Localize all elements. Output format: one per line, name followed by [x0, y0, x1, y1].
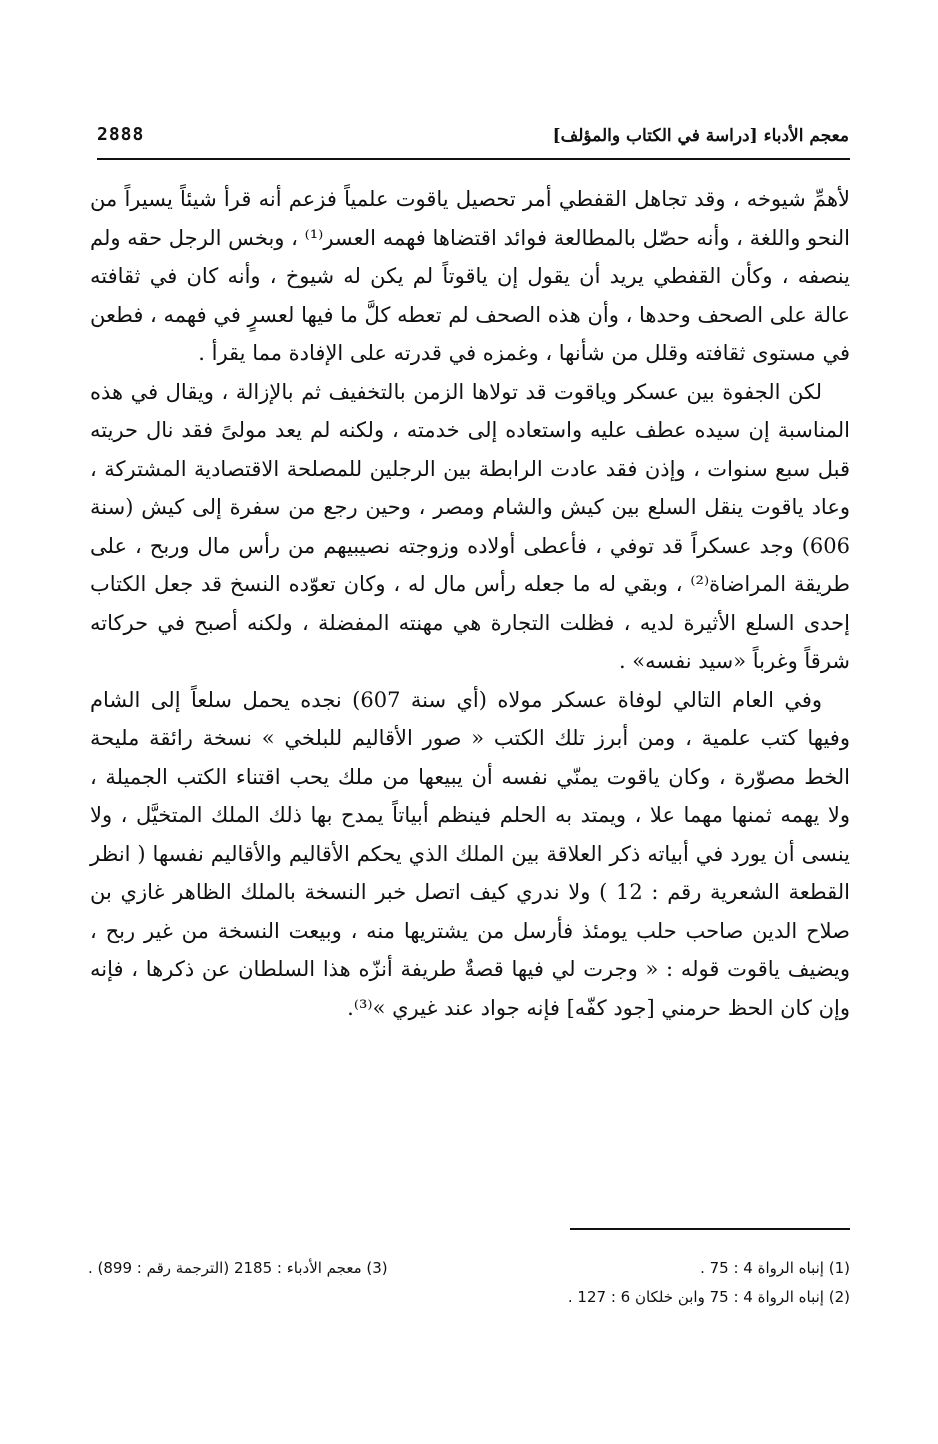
footnote-divider [570, 1228, 850, 1230]
page-header [97, 122, 849, 156]
header-divider [97, 158, 850, 160]
footnote: (2) إنباه الرواة 4 : 75 وابن خلكان 6 : 127 . [567, 1288, 850, 1306]
main-text [90, 180, 850, 1027]
footnote-row [88, 1255, 850, 1284]
footnote-row [88, 1284, 850, 1313]
page-number: 2888 [97, 124, 145, 145]
footnotes [88, 1255, 850, 1313]
footnote: (1) إنباه الرواة 4 : 75 . [700, 1259, 850, 1277]
paragraph: لأهمِّ شيوخه ، وقد تجاهل القفطي أمر تحصيل ياقوت علمياً فزعم أنه قرأ شيئاً يسيراً من النحو واللغة ، وأنه حصّل بالمطالعة فوائد اقتضاها فهمه العسر⁽¹⁾ ، وبخس الرجل حقه ولم ينصفه ، وكأن القفطي يريد أن يقول إن ياقوتاً لم يكن له شيوخ ، وأنه كان في ثقافته عالة على الصحف وحدها ، وأن هذه الصحف لم تعطه كلَّ ما فيها لعسرٍ في فهمه ، فطعن في مستوى ثقافته وقلل من شأنها ، وغمزه في قدرته على الإفادة مما يقرأ . [90, 187, 850, 365]
footnote: (3) معجم الأدباء : 2185 (الترجمة رقم : 899) . [88, 1259, 388, 1277]
paragraph: لكن الجفوة بين عسكر وياقوت قد تولاها الزمن بالتخفيف ثم بالإزالة ، ويقال في هذه المناسبة إن سيده عطف عليه واستعاده إلى خدمته ، ولكنه لم يعد مولىً فقد نال حريته قبل سبع سنوات ، وإذن فقد عادت الرابطة بين الرجلين للمصلحة الاقتصادية المشتركة ، وعاد ياقوت ينقل السلع بين كيش والشام ومصر ، وحين رجع من سفرة إلى كيش (سنة 606) وجد عسكراً قد توفي ، فأعطى أولاده وزوجته نصيبيهم من رأس مال وربح ، على طريقة المراضاة⁽²⁾ ، وبقي له ما جعله رأس مال له ، وكان تعوّده النسخ قد جعل الكتاب إحدى السلع الأثيرة لديه ، فظلت التجارة هي مهنته المفضلة ، ولكنه أصبح في حركاته شرقاً وغرباً «سيد نفسه» . [90, 379, 850, 673]
paragraph: وفي العام التالي لوفاة عسكر مولاه (أي سنة 607) نجده يحمل سلعاً إلى الشام وفيها كتب علمية ، ومن أبرز تلك الكتب « صور الأقاليم للبلخي » نسخة رائقة مليحة الخط مصوّرة ، وكان ياقوت يمنّي نفسه أن يبيعها من ملك يحب اقتناء الكتب الجميلة ، ولا يهمه ثمنها مهما علا ، ويمتد به الحلم فينظم أبياتاً يمدح بها ذلك الملك المتخيَّل ، ولا ينسى أن يورد في أبياته ذكر العلاقة بين الملك الذي يحكم الأقاليم والأقاليم نفسها ( انظر القطعة الشعرية رقم : 12 ) ولا ندري كيف اتصل خبر النسخة بالملك الظاهر غازي بن صلاح الدين صاحب حلب يومئذ فأرسل من يشتريها منه ، وبيعت النسخة من غير ربح ، ويضيف ياقوت قوله : « وجرت لي فيها قصةٌ طريفة أنزّه هذا السلطان عن ذكرها ، فإنه وإن كان الحظ حرمني [جود كفّه] فإنه جواد عند غيري »⁽³⁾. [90, 687, 850, 1020]
running-title: معجم الأدباء [دراسة في الكتاب والمؤلف] [552, 126, 849, 146]
